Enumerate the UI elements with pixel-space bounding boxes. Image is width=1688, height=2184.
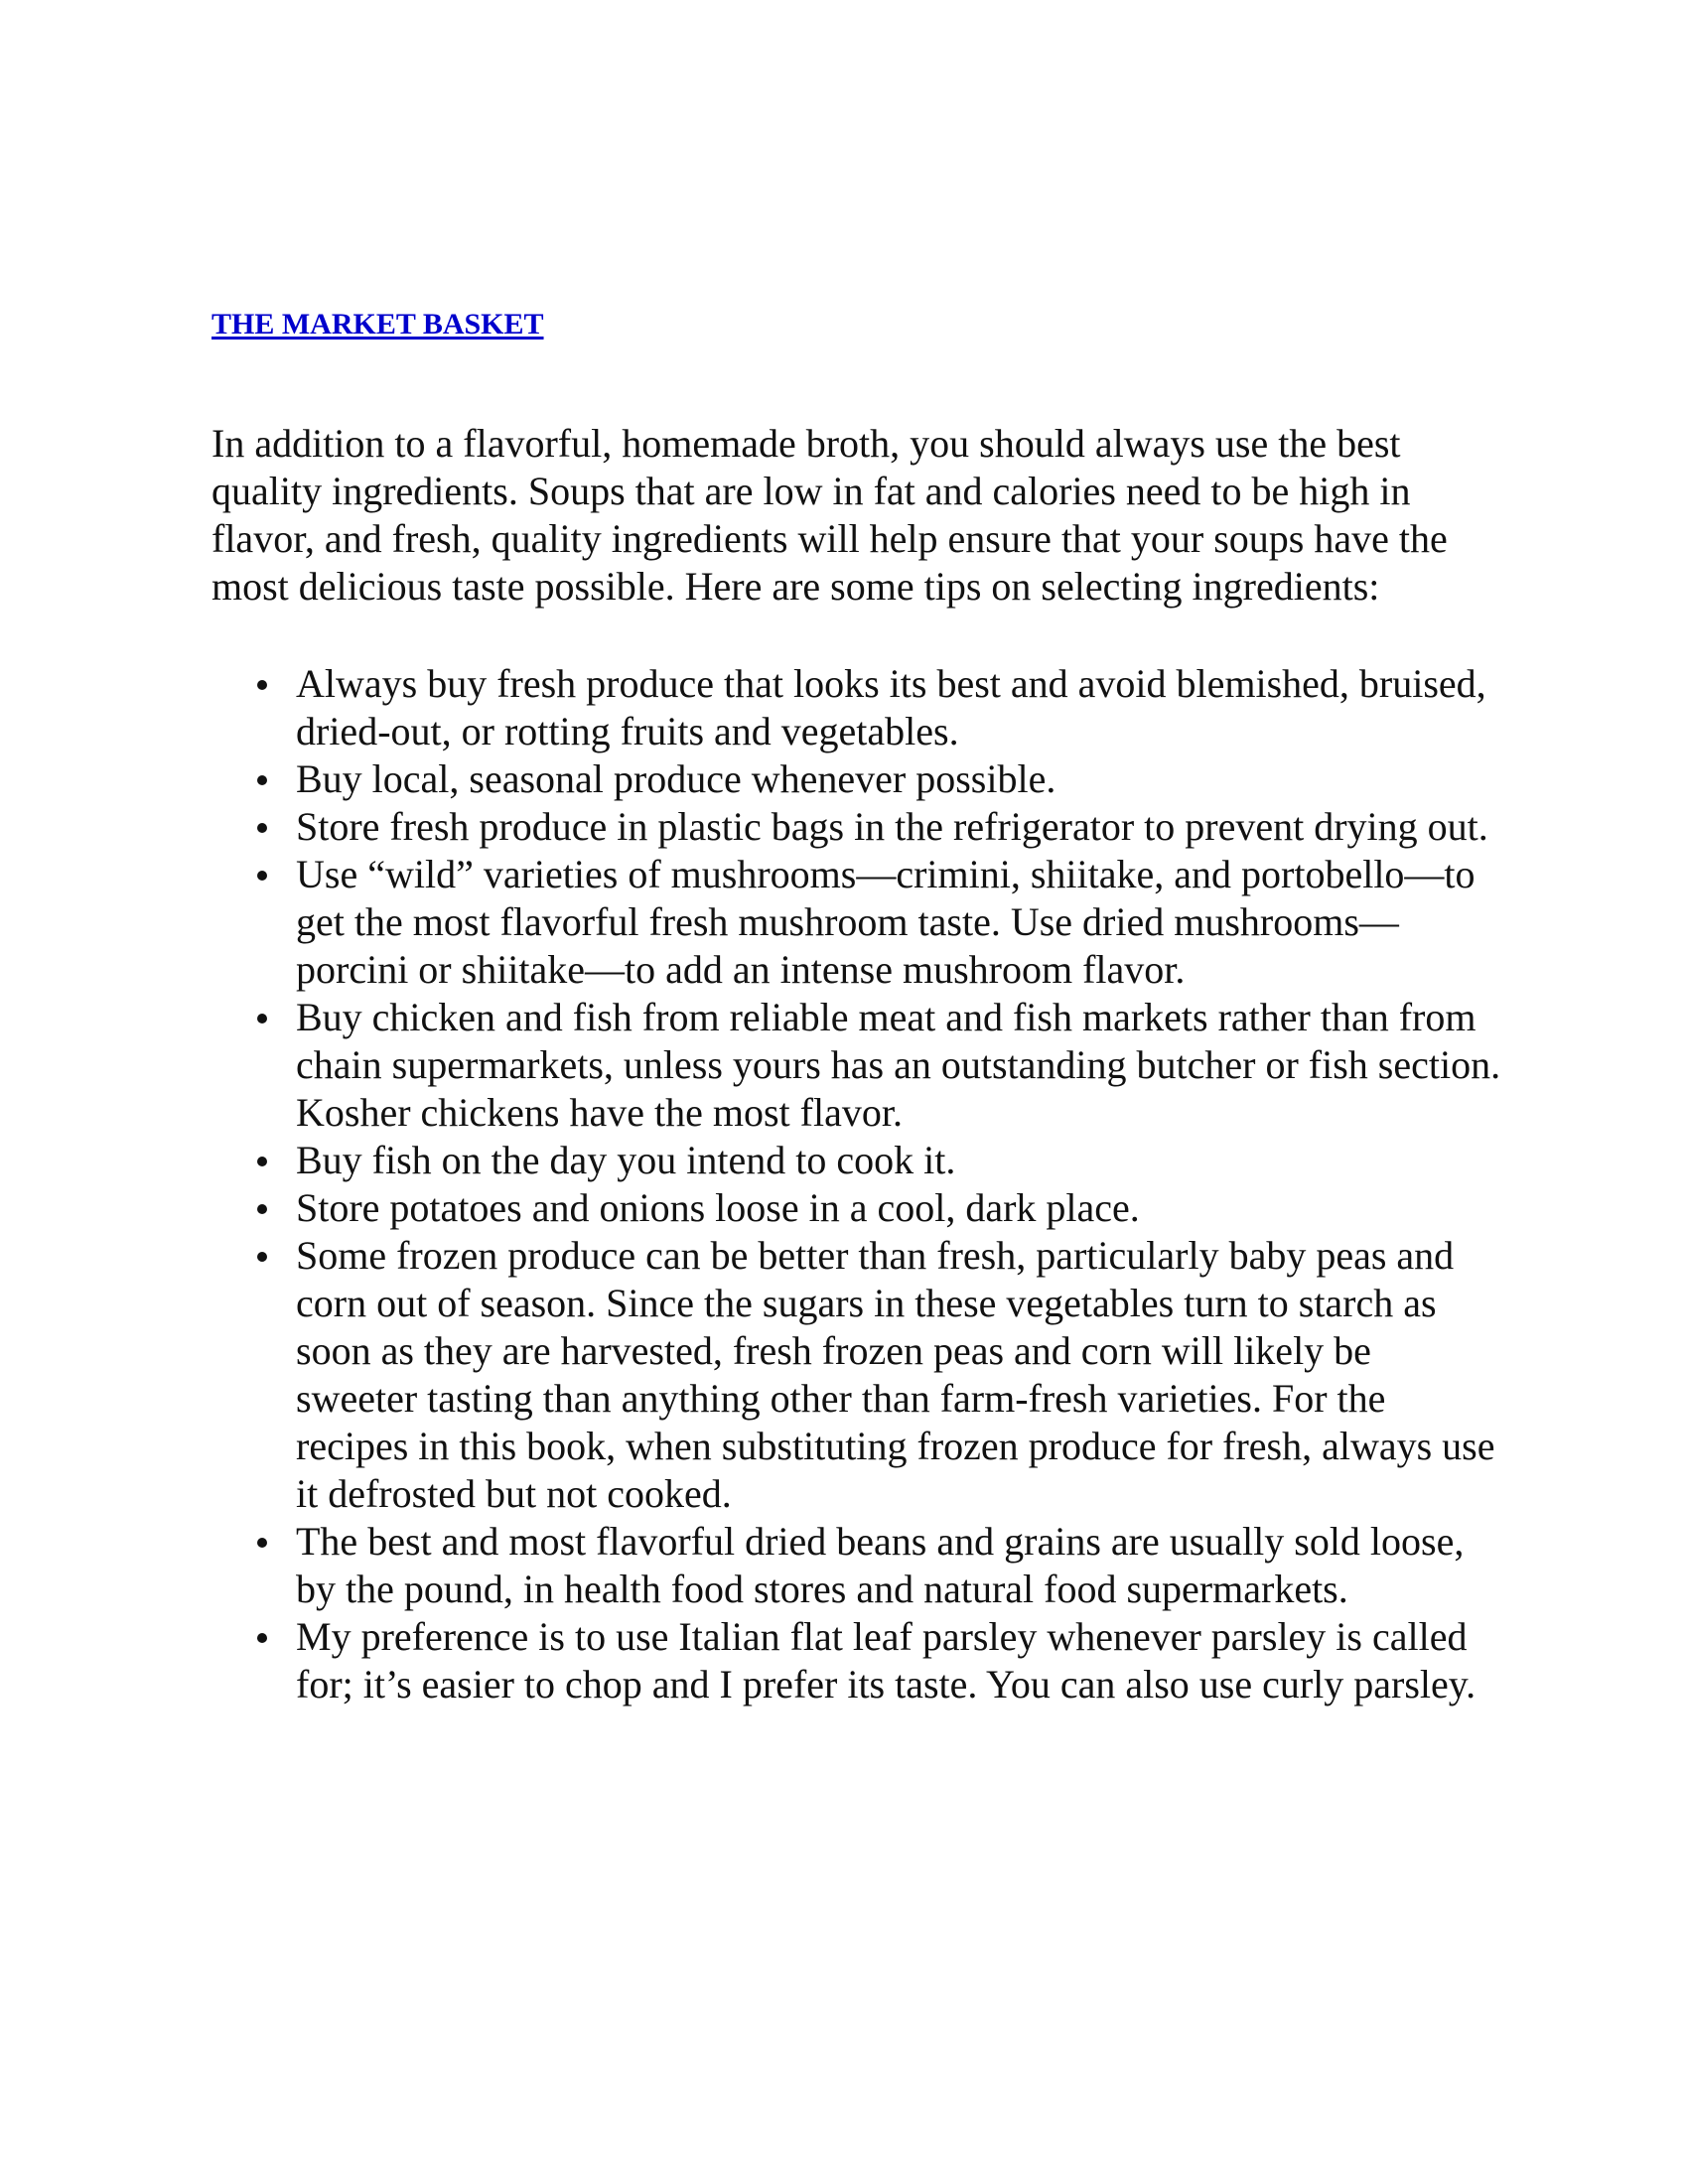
list-item [211,1184,1502,1232]
list-item [211,994,1502,1137]
bullet-icon [257,1204,267,1214]
tip-text: Store potatoes and onions loose in a cool, dark place. [296,1185,1140,1230]
list-item [211,1518,1502,1613]
list-item [211,851,1502,994]
tip-text: Some frozen produce can be better than fresh, particularly baby peas and corn out of season. Since the sugars in these vegetables turn to starch as soon as they are harvested, fresh frozen peas and corn will likely be sweeter tasting than anything other than farm-fresh varieties. For the recipes in this book, when substituting frozen produce for fresh, always use it defrosted but not cooked. [296,1233,1495,1516]
section-title-link[interactable]: THE MARKET BASKET [211,308,544,341]
list-item [211,1137,1502,1184]
tip-text: Buy chicken and fish from reliable meat and fish markets rather than from chain supermarkets, unless yours has an outstanding butcher or fish section. Kosher chickens have the most flavor. [296,995,1501,1135]
bullet-icon [257,823,267,833]
tip-text: Use “wild” varieties of mushrooms—crimini, shiitake, and portobello—to get the most flavorful fresh mushroom taste. Use dried mushrooms—porcini or shiitake—to add an intense mushroom flavor. [296,852,1476,992]
list-item [211,1232,1502,1518]
tip-text: My preference is to use Italian flat leaf parsley whenever parsley is called for; it’s easier to chop and I prefer its taste. You can also use curly parsley. [296,1614,1477,1706]
list-item [211,660,1502,755]
bullet-icon [257,1252,267,1262]
bullet-icon [257,1538,267,1548]
document-page [211,307,1502,1708]
list-item [211,803,1502,851]
list-item [211,1613,1502,1708]
bullet-icon [257,1014,267,1024]
bullet-icon [257,680,267,690]
list-item [211,755,1502,803]
bullet-icon [257,1633,267,1643]
tip-text: Buy fish on the day you intend to cook it. [296,1138,956,1182]
bullet-icon [257,775,267,785]
intro-paragraph: In addition to a flavorful, homemade broth, you should always use the best quality ingredients. Soups that are low in fat and calories need to be high in flavor, and fresh, quality ingredients will help ensure that your soups have the most delicious taste possible. Here are some tips on selecting ingredients: [211,421,1448,609]
tip-text: Always buy fresh produce that looks its best and avoid blemished, bruised, dried-out, or rotting fruits and vegetables. [296,661,1486,753]
bullet-icon [257,1157,267,1166]
tip-text: The best and most flavorful dried beans and grains are usually sold loose, by the pound, in health food stores and natural food supermarkets. [296,1519,1465,1611]
tips-list [211,660,1502,1708]
tip-text: Buy local, seasonal produce whenever possible. [296,756,1056,801]
bullet-icon [257,871,267,881]
tip-text: Store fresh produce in plastic bags in the refrigerator to prevent drying out. [296,804,1488,849]
